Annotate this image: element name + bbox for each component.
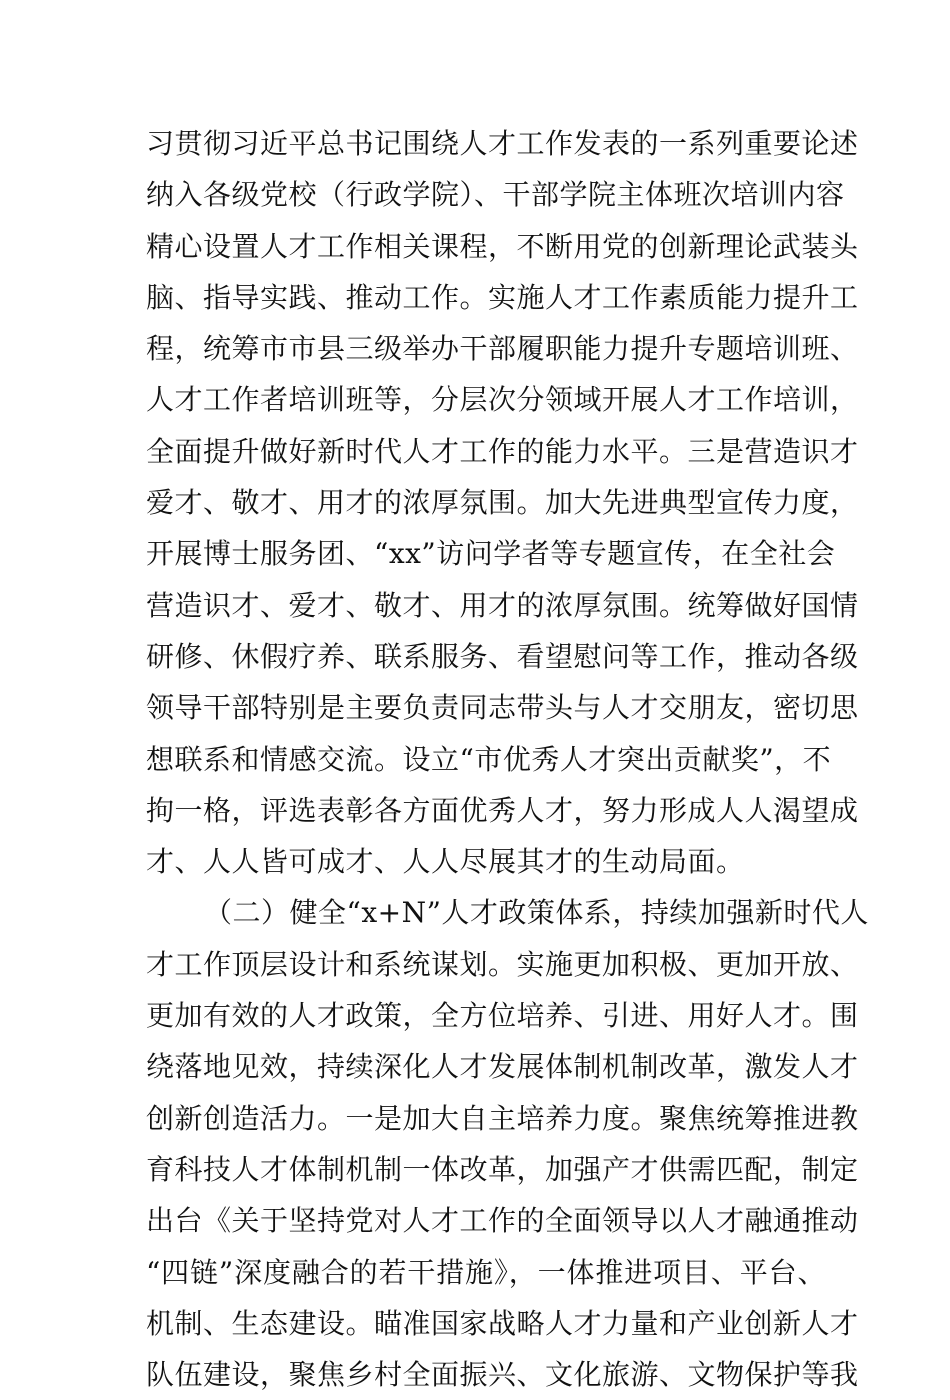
text-line: 脑、指导实践、推动工作。实施人才工作素质能力提升工 — [146, 280, 859, 314]
paragraph-end-line: 才、人人皆可成才、人人尽展其才的生动局面。 — [146, 845, 745, 879]
text-line: 研修、休假疗养、联系服务、看望慰问等工作，推动各级 — [146, 639, 859, 673]
body-text — [146, 118, 869, 1400]
text-line: 领导干部特别是主要负责同志带头与人才交朋友，密切思 — [146, 691, 859, 725]
section-heading-line: （二）健全“x+N”人才政策体系，持续加强新时代人 — [204, 896, 869, 930]
text-line: 才工作顶层设计和系统谋划。实施更加积极、更加开放、 — [146, 947, 859, 981]
text-line: 程，统筹市市县三级举办干部履职能力提升专题培训班、 — [146, 332, 859, 366]
text-line: 拘一格，评选表彰各方面优秀人才，努力形成人人渴望成 — [146, 793, 859, 827]
text-line: 机制、生态建设。瞄准国家战略人才力量和产业创新人才 — [146, 1306, 859, 1340]
text-line: 人才工作者培训班等，分层次分领域开展人才工作培训， — [146, 383, 859, 417]
text-line: 习贯彻习近平总书记围绕人才工作发表的一系列重要论述 — [146, 127, 859, 160]
text-line: 爱才、敬才、用才的浓厚氛围。加大先进典型宣传力度， — [146, 486, 859, 520]
text-line: 全面提升做好新时代人才工作的能力水平。三是营造识才 — [146, 434, 859, 468]
text-line: 育科技人才体制机制一体改革，加强产才供需匹配，制定 — [146, 1152, 859, 1186]
text-line: 创新创造活力。一是加大自主培养力度。聚焦统筹推进教 — [146, 1101, 859, 1135]
text-line: 纳入各级党校（行政学院）、干部学院主体班次培训内容 — [146, 178, 845, 212]
text-line: 更加有效的人才政策，全方位培养、引进、用好人才。围 — [146, 999, 859, 1033]
text-line: 想联系和情感交流。设立“市优秀人才突出贡献奖”，不 — [146, 742, 832, 776]
text-line: 精心设置人才工作相关课程，不断用党的创新理论武装头 — [146, 229, 859, 263]
text-line: 营造识才、爱才、敬才、用才的浓厚氛围。统筹做好国情 — [146, 588, 859, 622]
text-line: 队伍建设，聚焦乡村全面振兴、文化旅游、文物保护等我 — [146, 1358, 859, 1392]
text-line: “四链”深度融合的若干措施》，一体推进项目、平台、 — [146, 1255, 826, 1289]
text-line: 绕落地见效，持续深化人才发展体制机制改革，激发人才 — [146, 1050, 859, 1084]
text-line: 开展博士服务团、“xx”访问学者等专题宣传，在全社会 — [146, 537, 836, 571]
text-line: 出台《关于坚持党对人才工作的全面领导以人才融通推动 — [146, 1204, 859, 1238]
